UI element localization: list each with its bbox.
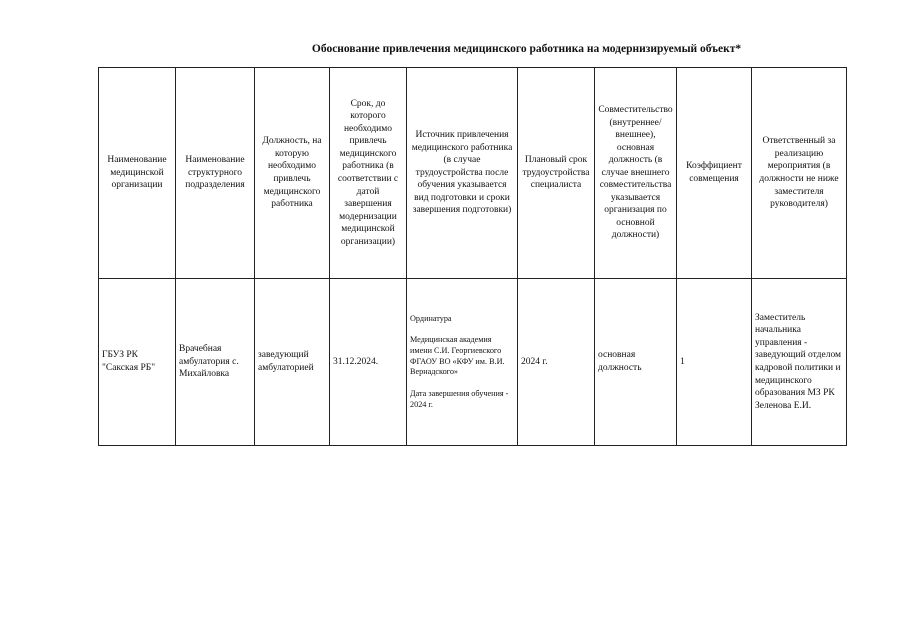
responsible-name: Зеленова Е.И.	[755, 400, 812, 411]
header-deadline: Срок, до которого необходимо привлечь медицинского работника (в соответствии с датой завершения модернизации медицинской организации)	[330, 68, 407, 279]
justification-table	[98, 67, 847, 446]
table-row	[99, 279, 847, 446]
table-header-row	[99, 68, 847, 279]
header-unit: Наименование структурного подразделения	[176, 68, 255, 279]
header-position: Должность, на которую необходимо привлечь медицинского работника	[255, 68, 330, 279]
source-type: Ординатура	[410, 313, 452, 323]
header-source: Источник привлечения медицинского работника (в случае трудоустройства после обучения указывается вид подготовки и сроки завершения подготовки)	[407, 68, 518, 279]
source-org: Медицинская академия имени С.И. Георгиевского ФГАОУ ВО «КФУ им. В.И. Вернадского»	[410, 335, 505, 377]
header-planned: Плановый срок трудоустройства специалиста	[518, 68, 595, 279]
header-coefficient: Коэффициент совмещения	[677, 68, 752, 279]
header-org: Наименование медицинской организации	[99, 68, 176, 279]
header-combination: Совместительство (внутреннее/ внешнее), основная должность (в случае внешнего совместительства указывается организация по основной должности)	[595, 68, 677, 279]
cell-combination: основная должность	[595, 279, 677, 446]
cell-source	[407, 279, 518, 446]
cell-coefficient: 1	[677, 279, 752, 446]
cell-deadline: 31.12.2024.	[330, 279, 407, 446]
responsible-title: Заместитель начальника управления - заведующий отделом кадровой политики и медицинского образования МЗ РК	[755, 312, 842, 399]
cell-org: ГБУЗ РК "Сакская РБ"	[99, 279, 176, 446]
cell-planned: 2024 г.	[518, 279, 595, 446]
source-end: Дата завершения обучения - 2024 г.	[410, 388, 509, 409]
cell-responsible	[752, 279, 847, 446]
cell-position: заведующий амбулаторией	[255, 279, 330, 446]
cell-unit: Врачебная амбулатория с. Михайловка	[176, 279, 255, 446]
document-title: Обоснование привлечения медицинского работника на модернизируемый объект*	[311, 43, 742, 55]
header-responsible: Ответственный за реализацию мероприятия (в должности не ниже заместителя руководителя)	[752, 68, 847, 279]
